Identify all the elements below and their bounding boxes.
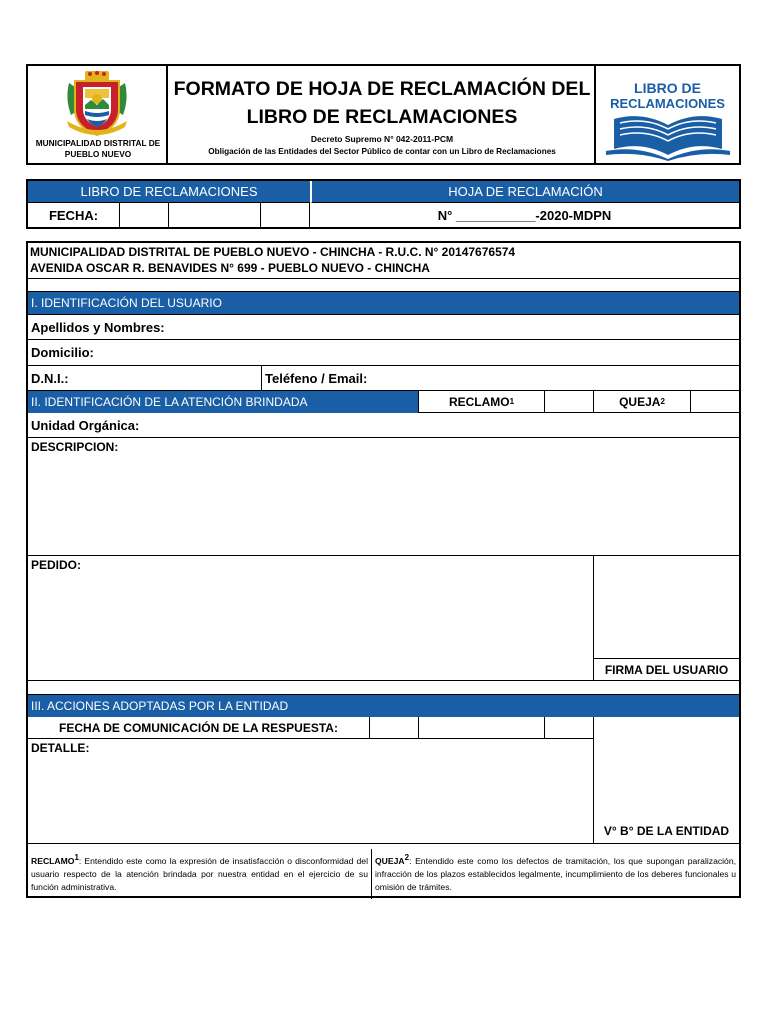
reclamo-definition-text: : Entendido este como la expresión de insatisfacción o disconformidad del usuario respecto de la atención brindada por nuestra entidad en el ejercicio de su función administrativa.: [31, 855, 368, 892]
claim-number[interactable]: N° ___________-2020-MDPN: [437, 207, 612, 223]
section-2-title: II. IDENTIFICACIÓN DE LA ATENCIÓN BRINDADA: [28, 391, 418, 413]
form-header: [26, 64, 741, 165]
user-signature-label: FIRMA DEL USUARIO: [594, 659, 739, 681]
request-field[interactable]: PEDIDO:: [28, 556, 594, 681]
open-book-icon: [602, 111, 734, 161]
response-year-field[interactable]: [545, 717, 594, 739]
description-field[interactable]: DESCRIPCION:: [28, 438, 739, 556]
user-signature-box[interactable]: [594, 556, 739, 659]
claim-type-reclamo: [418, 391, 545, 413]
dni-field[interactable]: D.N.I.:: [28, 366, 262, 391]
decree-reference: Decreto Supremo N° 042-2011-PCM: [310, 133, 454, 144]
entity-line2: AVENIDA OSCAR R. BENAVIDES N° 699 - PUEBLO NUEVO - CHINCHA: [30, 261, 430, 275]
organic-unit-field[interactable]: Unidad Orgánica:: [28, 413, 739, 438]
form-title-line2: LIBRO DE RECLAMACIONES: [246, 105, 518, 128]
full-name-field[interactable]: Apellidos y Nombres:: [28, 314, 739, 340]
obligation-text: Obligación de las Entidades del Sector Público de contar con un Libro de Reclamaciones: [208, 147, 556, 156]
date-month-field[interactable]: [169, 203, 261, 227]
section-3-title: III. ACCIONES ADOPTADAS POR LA ENTIDAD: [28, 695, 739, 717]
entity-line1: MUNICIPALIDAD DISTRITAL DE PUEBLO NUEVO - CHINCHA - R.U.C. N° 20147676574: [30, 245, 516, 259]
municipality-name: MUNICIPALIDAD DISTRITAL DE PUEBLO NUEVO: [35, 138, 161, 159]
logo-text-line1: LIBRO DE: [634, 80, 701, 96]
entity-approval-label: V° B° DE LA ENTIDAD: [594, 819, 739, 844]
date-label: FECHA:: [28, 203, 120, 227]
queja-footnote-ref: 2: [660, 397, 665, 406]
queja-definition-text: : Entendido este como los defectos de tramitación, los que supongan paralización, infracción de los plazos establecidos legalmente, incumplimiento de los deberes funcionales u omisión de trámites.: [375, 855, 736, 892]
book-info-table: [26, 179, 741, 229]
queja-term: QUEJA: [375, 855, 405, 866]
divider: [28, 681, 739, 695]
entity-approval-box[interactable]: [594, 739, 739, 819]
date-day-field[interactable]: [120, 203, 169, 227]
reclamo-checkbox[interactable]: [545, 391, 594, 413]
municipal-coat-of-arms-icon: [63, 69, 131, 137]
response-spacer: [594, 717, 739, 739]
response-date-label: FECHA DE COMUNICACIÓN DE LA RESPUESTA:: [28, 717, 370, 739]
queja-label: QUEJA: [619, 394, 661, 409]
libro-reclamaciones-logo-area: [594, 66, 739, 163]
reclamo-footnote-ref: 1: [509, 397, 515, 406]
phone-email-field[interactable]: Teléfeno / Email:: [262, 366, 739, 391]
reclamo-definition: [28, 849, 372, 899]
libro-header: LIBRO DE RECLAMACIONES: [28, 181, 310, 203]
queja-term-sup: 2: [404, 853, 410, 862]
reclamo-term-sup: 1: [74, 853, 79, 862]
section-1-title: I. IDENTIFICACIÓN DEL USUARIO: [28, 292, 739, 314]
queja-definition: [372, 849, 739, 899]
queja-checkbox[interactable]: [691, 391, 739, 413]
date-year-field[interactable]: [261, 203, 310, 227]
response-day-field[interactable]: [370, 717, 419, 739]
reclamo-label: RECLAMO: [448, 394, 510, 409]
response-month-field[interactable]: [419, 717, 545, 739]
claim-type-queja: [594, 391, 691, 413]
municipality-logo-area: [28, 66, 168, 163]
form-title-line1: FORMATO DE HOJA DE RECLAMACIÓN DEL: [173, 77, 591, 100]
address-field[interactable]: Domicilio:: [28, 340, 739, 366]
main-form: [26, 241, 741, 898]
reclamo-term: RECLAMO: [31, 855, 75, 866]
logo-text-line2: RECLAMACIONES: [610, 95, 725, 111]
divider: [28, 278, 739, 279]
hoja-header: HOJA DE RECLAMACIÓN: [311, 181, 739, 203]
detail-field[interactable]: DETALLE:: [28, 739, 594, 844]
